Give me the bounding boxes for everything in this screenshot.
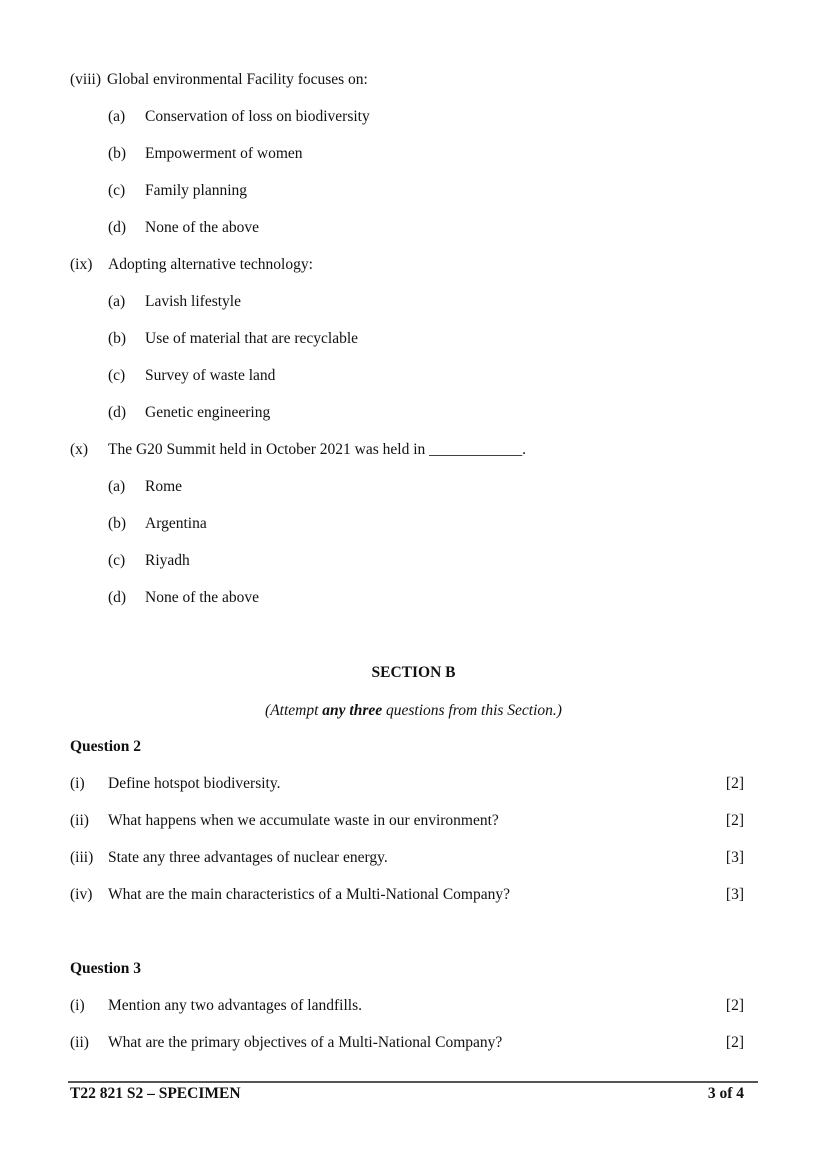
question-title: Question 3 bbox=[70, 960, 142, 977]
option-text: Rome bbox=[145, 478, 183, 495]
part-marks: [2] bbox=[725, 1034, 744, 1051]
part-marks: [3] bbox=[725, 849, 744, 866]
option-label: (a) bbox=[108, 478, 126, 495]
part-number: (iv) bbox=[70, 886, 93, 903]
question-number: (x) bbox=[70, 441, 89, 458]
part-number: (i) bbox=[70, 997, 85, 1014]
question-text: Global environmental Facility focuses on: bbox=[107, 71, 368, 88]
option-text: Lavish lifestyle bbox=[145, 293, 241, 310]
option-label: (c) bbox=[108, 367, 126, 384]
question-number: (ix) bbox=[70, 256, 93, 273]
instruction-pre: (Attempt bbox=[265, 702, 323, 719]
option-label: (d) bbox=[108, 404, 127, 421]
part-marks: [2] bbox=[725, 997, 744, 1014]
option-text: Genetic engineering bbox=[145, 404, 271, 421]
option-text: Riyadh bbox=[145, 552, 190, 569]
option-label: (d) bbox=[108, 589, 127, 606]
option-text: Empowerment of women bbox=[145, 145, 303, 162]
part-number: (ii) bbox=[70, 1034, 89, 1051]
part-number: (iii) bbox=[70, 849, 94, 866]
option-text: Conservation of loss on biodiversity bbox=[145, 108, 370, 125]
option-text: Use of material that are recyclable bbox=[145, 330, 359, 347]
section-title: SECTION B bbox=[371, 664, 456, 681]
part-text: Mention any two advantages of landfills. bbox=[108, 997, 362, 1014]
option-label: (b) bbox=[108, 330, 127, 347]
question-number: (viii) bbox=[70, 71, 101, 88]
paper-code: T22 821 S2 – SPECIMEN bbox=[70, 1085, 241, 1102]
option-text: None of the above bbox=[145, 589, 260, 606]
part-text: What are the primary objectives of a Multi-National Company? bbox=[108, 1034, 503, 1051]
part-number: (ii) bbox=[70, 812, 89, 829]
option-text: Argentina bbox=[145, 515, 207, 532]
option-label: (a) bbox=[108, 293, 126, 310]
option-label: (a) bbox=[108, 108, 126, 125]
instruction-emphasis: any three bbox=[322, 702, 383, 719]
page-number: 3 of 4 bbox=[707, 1085, 744, 1102]
option-label: (c) bbox=[108, 182, 126, 199]
part-number: (i) bbox=[70, 775, 85, 792]
question-text: Adopting alternative technology: bbox=[108, 256, 313, 273]
instruction-post: questions from this Section.) bbox=[382, 702, 562, 719]
section-instruction bbox=[0, 702, 827, 720]
part-text: State any three advantages of nuclear energy. bbox=[108, 849, 388, 866]
part-marks: [2] bbox=[725, 775, 744, 792]
part-text: What are the main characteristics of a Multi-National Company? bbox=[108, 886, 510, 903]
footer-divider bbox=[68, 1081, 758, 1083]
question-text: The G20 Summit held in October 2021 was held in ____________. bbox=[108, 441, 527, 458]
part-text: What happens when we accumulate waste in our environment? bbox=[108, 812, 499, 829]
part-marks: [2] bbox=[725, 812, 744, 829]
option-label: (b) bbox=[108, 515, 127, 532]
option-label: (c) bbox=[108, 552, 126, 569]
option-label: (b) bbox=[108, 145, 127, 162]
question-title: Question 2 bbox=[70, 738, 142, 755]
part-text: Define hotspot biodiversity. bbox=[108, 775, 281, 792]
option-label: (d) bbox=[108, 219, 127, 236]
option-text: Survey of waste land bbox=[145, 367, 276, 384]
option-text: None of the above bbox=[145, 219, 260, 236]
part-marks: [3] bbox=[725, 886, 744, 903]
option-text: Family planning bbox=[145, 182, 248, 199]
